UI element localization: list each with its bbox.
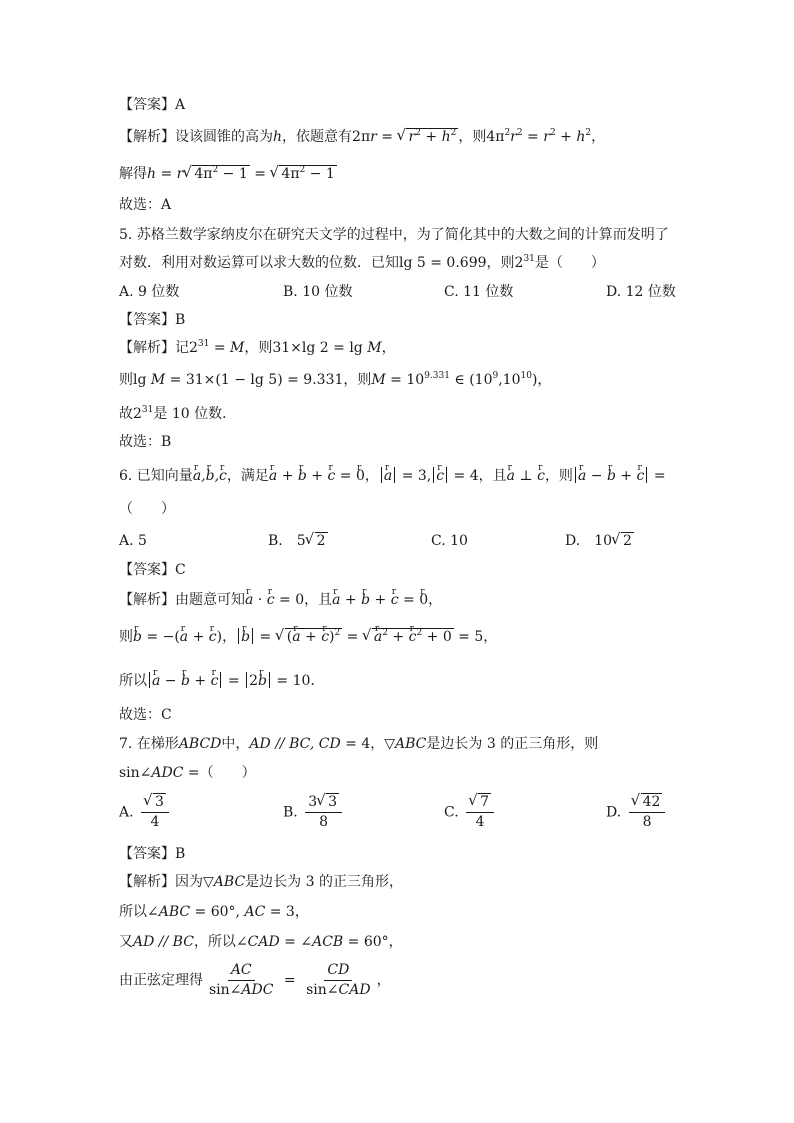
analysis-7-line-4: 由正弦定理得 $\frac{AC}{\text{sin∠ADC}}$ = $\frac{CD}{\text{sin∠CAD}}$ ，	[119, 962, 391, 998]
analysis-4-line-2: 解得h = r√ $4\pi^2 - 1$ = √ $4\pi^2 - 1$	[119, 165, 337, 183]
q6-option-a: A. 5	[119, 533, 147, 549]
answer-6-label: 【答案】C	[119, 562, 186, 578]
q5-option-c: C. 11 位数	[444, 284, 514, 300]
choose-5: 故选：B	[119, 434, 172, 450]
q7-option-a: A. √ $\frac{3}{4}$	[119, 794, 172, 831]
analysis-5-line-1: 【解析】记$2^{31} = M$，则31×lg 2 = lg M，	[119, 339, 396, 356]
q6-option-d: D. 10√ 2	[565, 532, 634, 550]
q5-option-a: A. 9 位数	[119, 284, 180, 300]
analysis-6-line-3: 所以r a − r b + r c = 2r b = 10．	[119, 672, 324, 690]
analysis-6-line-2: 则r b = −(r a + r c)，r b = √ (r a + r c)$^2$ = √ r $a^2 + r$ $c^2 + 0 = 5$，	[119, 628, 497, 646]
q6-option-c: C. 10	[431, 533, 468, 549]
q7-option-b: B. $\frac{3√ 3}{8}$	[283, 794, 345, 831]
analysis-4-line-1: 【解析】设该圆锥的高为h，依题意有2πr = √ $r^2 + h^2$ ，则$4\pi^2r^2 = r^2 + h^2$，	[119, 128, 605, 146]
q5-option-d: D. 12 位数	[606, 284, 676, 300]
analysis-7-line-2: 所以∠ABC = 60°, AC = 3，	[119, 904, 309, 920]
question-6-paren: （ ）	[119, 501, 175, 517]
analysis-5-line-2: 则lg M = 31×(1 − lg 5) = 9.331，则$M = 10^{9.331}$ ∈ $(10^9,10^{10})$，	[119, 371, 552, 388]
choose-4: 故选：A	[119, 197, 172, 213]
answer-4-label: 【答案】A	[119, 97, 186, 113]
analysis-5-line-3: 故$2^{31}$是 10 位数．	[119, 405, 237, 422]
answer-7-label: 【答案】B	[119, 846, 186, 862]
answer-5-label: 【答案】B	[119, 312, 186, 328]
q7-option-c: C. √ $\frac{7}{4}$	[444, 794, 497, 831]
question-6-line-1: 6. 已知向量r a,r b,r c，满足r a + r b + r c = r 0，r a = 3,r c = 4，且r a ⊥ r c，则r a − r b + r c =	[119, 467, 666, 485]
question-5-line-2: 对数．利用对数运算可以求大数的位数．已知lg 5 = 0.699，则$2^{31}$是（ ）	[119, 254, 605, 271]
choose-6: 故选：C	[119, 707, 172, 723]
q6-option-b: B. 5√ 2	[268, 532, 328, 550]
analysis-7-line-1: 【解析】因为▽ABC是边长为 3 的正三角形，	[119, 874, 403, 890]
question-5-line-1: 5. 苏格兰数学家纳皮尔在研究天文学的过程中，为了简化其中的大数之间的计算而发明了	[119, 227, 669, 243]
question-7-line-1: 7. 在梯形ABCD中，AD // BC, CD = 4，▽ABC是边长为 3 的正三角形，则	[119, 736, 599, 752]
question-7-line-2: sin∠ADC =（ ）	[119, 765, 256, 781]
analysis-7-line-3: 又AD // BC，所以∠CAD = ∠ACB = 60°，	[119, 934, 403, 950]
q5-option-b: B. 10 位数	[283, 284, 353, 300]
q7-option-d: D. √ $\frac{42}{8}$	[606, 794, 668, 831]
analysis-6-line-1: 【解析】由题意可知r a · r c = 0，且r a + r b + r c = r 0，	[119, 591, 442, 609]
